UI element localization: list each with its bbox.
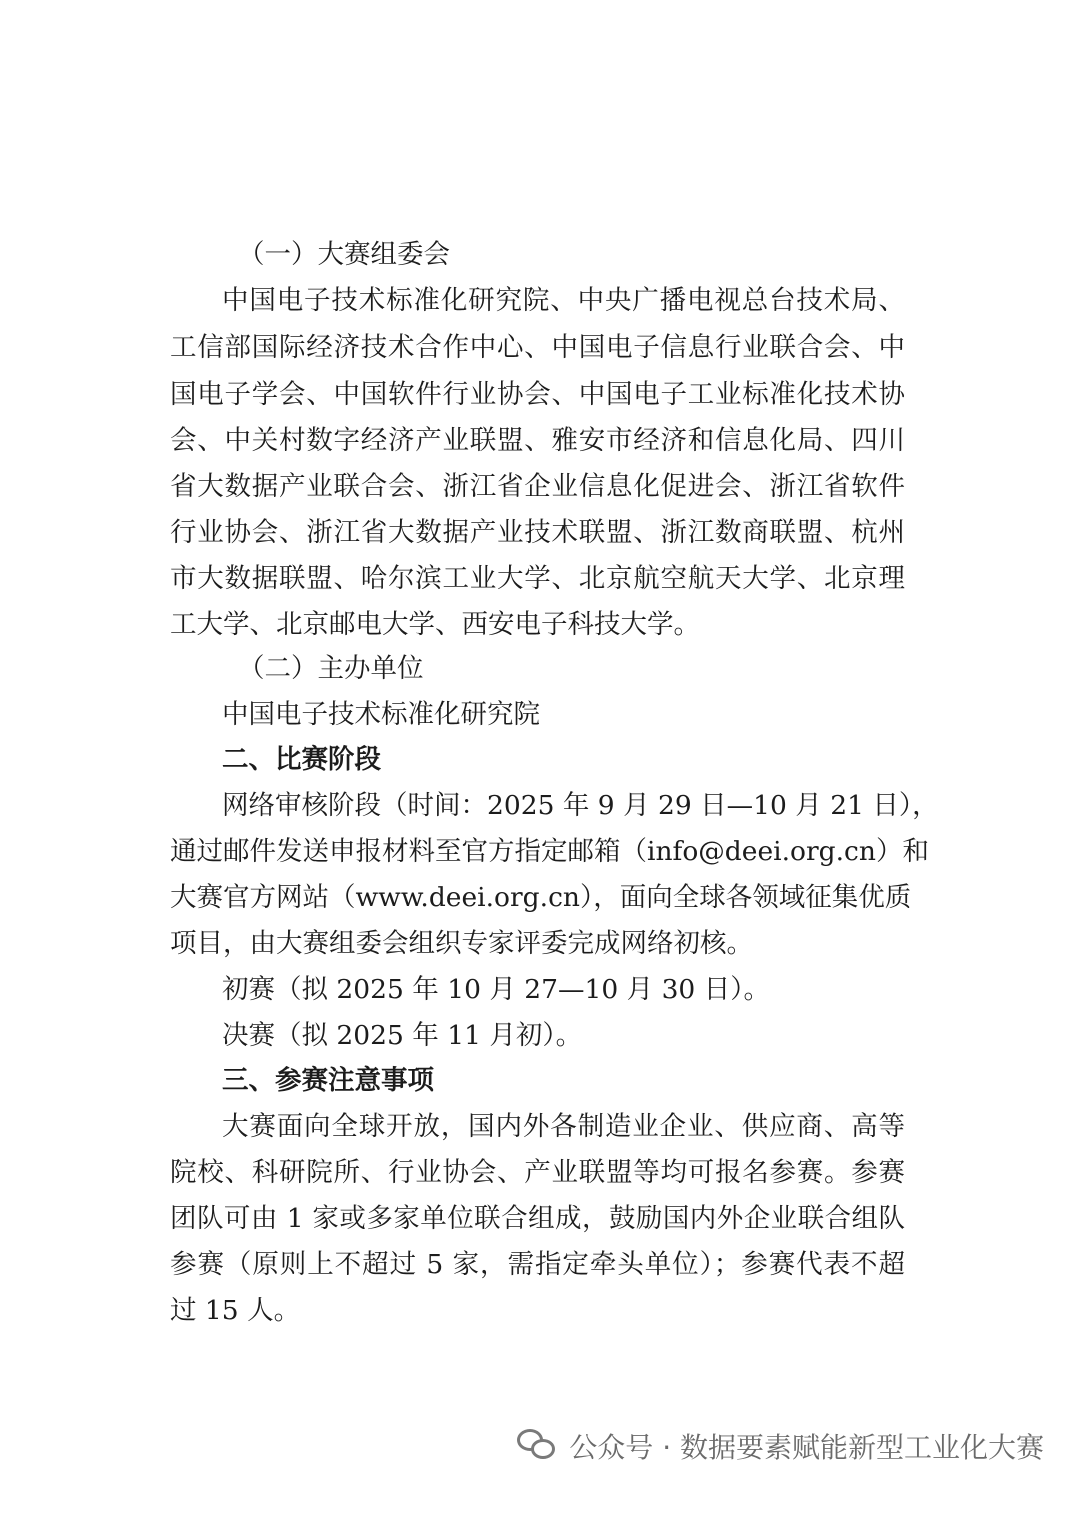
watermark-text: 公众号 · 数据要素赋能新型工业化大赛 (569, 1431, 1044, 1464)
wechat-watermark (517, 1423, 1044, 1469)
preliminary-round: 初赛（拟 2025 年 10 月 27—10 月 30 日）。 (222, 974, 770, 1005)
committee-line-3: 国电子学会、中国软件行业协会、中国电子工业标准化技术协 (170, 379, 905, 410)
stages-line-2: 通过邮件发送申报材料至官方指定邮箱（info@deei.org.cn）和 (170, 836, 929, 867)
committee-line-6: 行业协会、浙江省大数据产业技术联盟、浙江数商联盟、杭州 (170, 517, 905, 548)
notes-line-5: 过 15 人。 (170, 1295, 301, 1326)
committee-heading: （一）大赛组委会 (238, 239, 450, 270)
stages-line-3: 大赛官方网站（www.deei.org.cn），面向全球各领域征集优质 (170, 882, 912, 913)
notes-line-3: 团队可由 1 家或多家单位联合组成，鼓励国内外企业联合组队 (170, 1203, 905, 1234)
final-round: 决赛（拟 2025 年 11 月初）。 (222, 1020, 583, 1051)
committee-line-2: 工信部国际经济技术合作中心、中国电子信息行业联合会、中 (170, 332, 905, 363)
stages-line-4: 项目，由大赛组委会组织专家评委完成网络初核。 (170, 928, 753, 959)
committee-line-7: 市大数据联盟、哈尔滨工业大学、北京航空航天大学、北京理 (170, 563, 905, 594)
notes-line-4: 参赛（原则上不超过 5 家，需指定牵头单位）；参赛代表不超 (170, 1249, 905, 1280)
committee-line-5: 省大数据产业联合会、浙江省企业信息化促进会、浙江省软件 (170, 471, 905, 502)
host-heading: （二）主办单位 (238, 653, 424, 684)
stages-line-1: 网络审核阶段（时间：2025 年 9 月 29 日—10 月 21 日）， (222, 790, 939, 821)
host-body: 中国电子技术标准化研究院 (222, 699, 540, 730)
stages-heading: 二、比赛阶段 (222, 744, 381, 775)
committee-line-8: 工大学、北京邮电大学、西安电子科技大学。 (170, 609, 700, 640)
committee-line-1: 中国电子技术标准化研究院、中央广播电视总台技术局、 (222, 285, 905, 316)
wechat-icon (517, 1429, 557, 1463)
notes-heading: 三、参赛注意事项 (222, 1065, 434, 1096)
committee-line-4: 会、中关村数字经济产业联盟、雅安市经济和信息化局、四川 (170, 425, 905, 456)
notes-line-1: 大赛面向全球开放，国内外各制造业企业、供应商、高等 (222, 1111, 905, 1142)
notes-line-2: 院校、科研院所、行业协会、产业联盟等均可报名参赛。参赛 (170, 1157, 905, 1188)
